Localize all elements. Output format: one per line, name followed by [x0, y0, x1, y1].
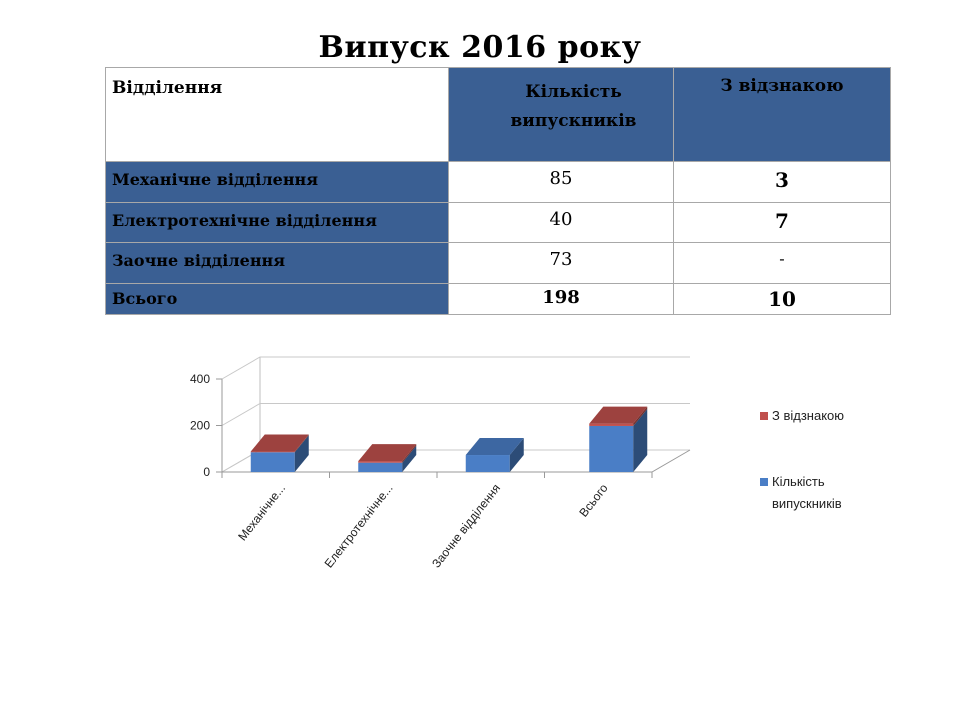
bar-with-honors-front	[251, 452, 295, 453]
legend-swatch	[760, 478, 768, 486]
cell-honors-total: 10	[674, 284, 891, 315]
bar-stack	[589, 407, 647, 472]
cell-honors: 3	[674, 162, 891, 203]
cell-honors: 7	[674, 203, 891, 243]
header-with-honors: З відзнакою	[674, 68, 891, 162]
bar-with-honors-front	[358, 461, 402, 463]
y-tick-label: 400	[189, 372, 210, 386]
cell-honors: -	[674, 243, 891, 284]
x-category-label: Всього	[576, 481, 611, 520]
chart-legend	[760, 408, 844, 511]
cell-count: 85	[449, 162, 674, 203]
bar-graduates-front	[358, 463, 402, 472]
bar-graduates-front	[466, 455, 510, 472]
slide-title: Випуск 2016 року	[318, 30, 642, 65]
header-graduates-count-label: Кількість випускників	[510, 82, 637, 131]
bar-stack	[358, 444, 416, 472]
legend-swatch	[760, 412, 768, 420]
gridline	[222, 357, 690, 379]
legend-label: випускників	[772, 496, 842, 511]
y-tick-label: 200	[189, 418, 210, 433]
cell-count-total: 198	[449, 284, 674, 315]
x-category-label: Заочне відділення	[429, 481, 504, 571]
legend-label: З відзнакою	[772, 408, 845, 423]
x-category-label: Механічне...	[235, 481, 289, 544]
header-department: Відділення	[106, 68, 449, 162]
cell-count: 73	[449, 243, 674, 284]
x-category-label: Електротехнічне...	[321, 481, 396, 571]
bar-graduates-front	[589, 426, 633, 472]
bar-graduates-front	[251, 452, 295, 472]
cell-count: 40	[449, 203, 674, 243]
bar-stack	[466, 438, 524, 472]
row-label: Механічне відділення	[106, 162, 449, 203]
bar-stack	[251, 435, 309, 472]
row-label: Заочне відділення	[106, 243, 449, 284]
row-label: Електротехнічне відділення	[106, 203, 449, 243]
legend-label: Кількість	[772, 474, 825, 489]
row-label-total: Всього	[106, 284, 449, 315]
bar-with-honors-front	[589, 424, 633, 426]
y-tick-label: 0	[203, 465, 210, 479]
